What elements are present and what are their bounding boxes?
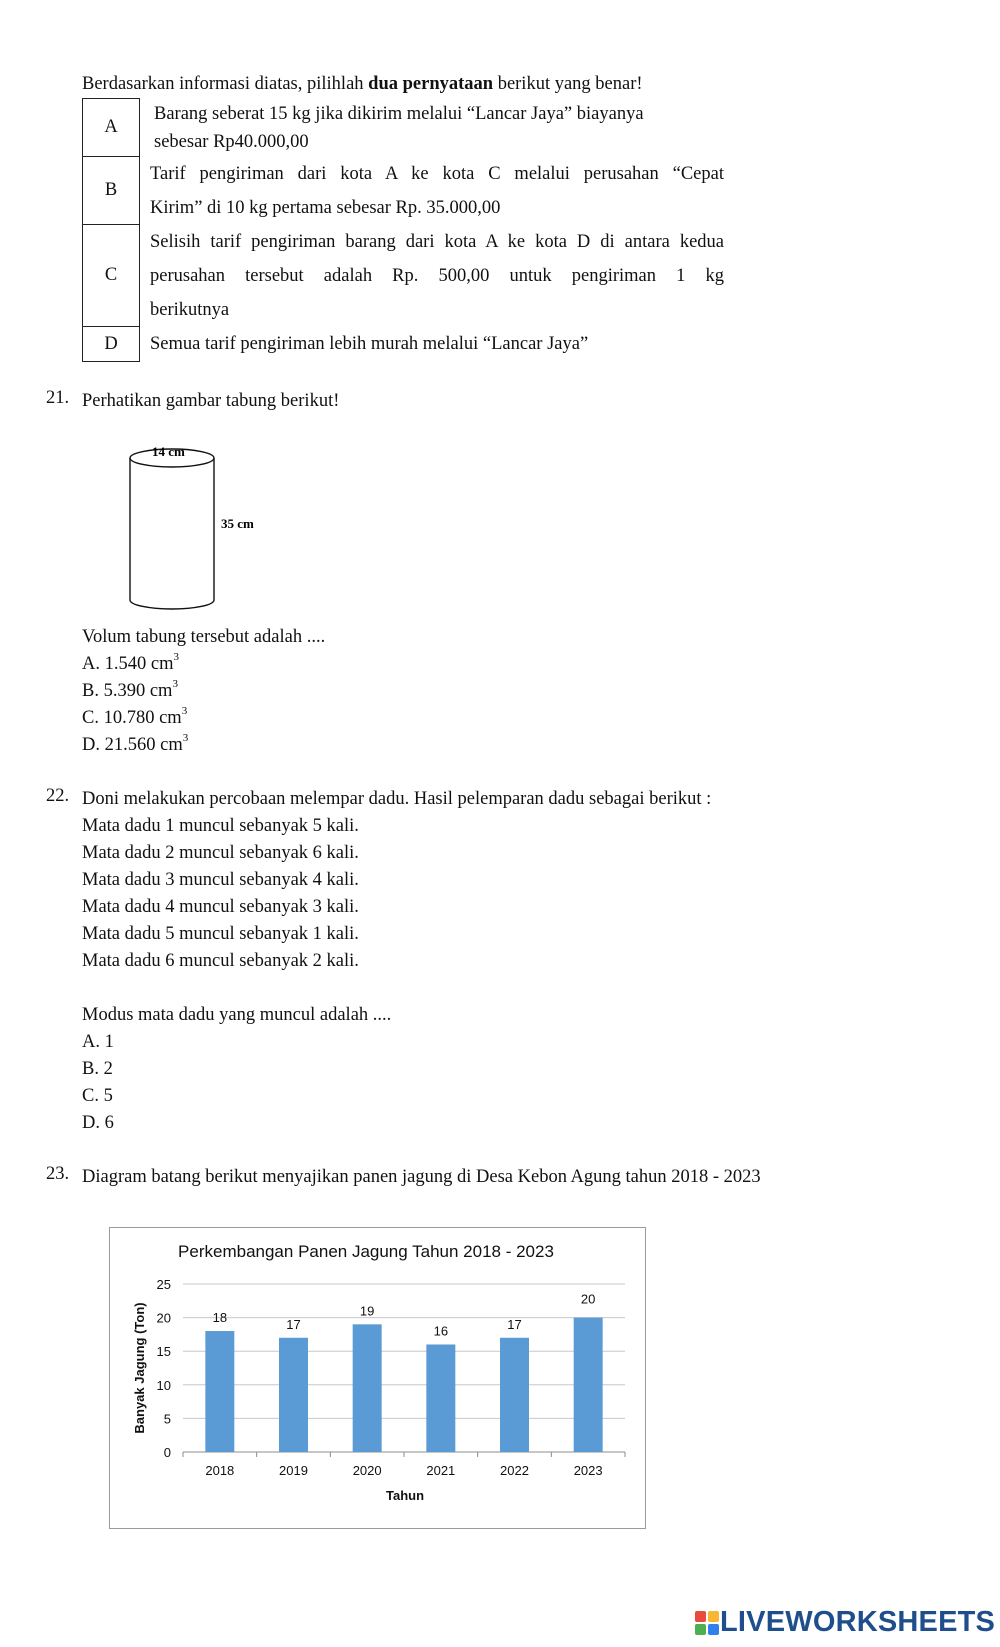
option-sup: 3 [172, 678, 178, 690]
statement-text [140, 99, 725, 157]
cylinder-figure [118, 442, 278, 618]
option-text: D. 21.560 cm [82, 735, 183, 755]
statement-text [140, 157, 725, 225]
q21-option-c [82, 705, 187, 732]
q21-number: 21. [46, 388, 70, 408]
statement-line: Selisih tarif pengiriman barang dari kota A ke kota D di antara kedua [150, 231, 724, 252]
statement-letter: B [83, 157, 140, 225]
statement-line: sebesar Rp40.000,00 [154, 131, 309, 152]
q22-result: Mata dadu 1 muncul sebanyak 5 kali. [82, 816, 359, 836]
option-text: B. 5.390 cm [82, 681, 173, 701]
chart-y-tick-label: 0 [163, 1445, 171, 1460]
statement-row-b [83, 157, 725, 225]
chart-bar [279, 1338, 308, 1452]
q22-option-c: C. 5 [82, 1086, 113, 1106]
statement-line: Barang seberat 15 kg jika dikirim melalui “Lancar Jaya” biayanya [154, 103, 644, 124]
q21-option-b [82, 678, 178, 705]
chart-bar [426, 1344, 455, 1452]
logo-square-blue [708, 1624, 719, 1635]
chart-x-tick-label: 2021 [426, 1463, 456, 1478]
q21-option-a [82, 651, 179, 678]
q22-result: Mata dadu 3 muncul sebanyak 4 kali. [82, 870, 359, 890]
q21-option-d [82, 732, 188, 759]
liveworksheets-logo [694, 1606, 995, 1639]
statement-line: Semua tarif pengiriman lebih murah melalui “Lancar Jaya” [150, 334, 589, 354]
statement-row-a [83, 99, 725, 157]
liveworksheets-logo-text: LIVEWORKSHEETS [720, 1606, 996, 1638]
chart-data-label: 17 [507, 1316, 522, 1332]
bar-chart-frame [109, 1227, 646, 1529]
statement-text [140, 225, 725, 327]
statement-line: Kirim” di 10 kg pertama sebesar Rp. 35.000,00 [150, 197, 501, 218]
chart-x-tick-label: 2022 [500, 1463, 529, 1478]
logo-square-yellow [708, 1611, 719, 1622]
q22-number: 22. [46, 786, 70, 806]
statements-table [82, 98, 725, 362]
chart-x-tick-label: 2020 [352, 1463, 382, 1478]
statement-letter: A [83, 99, 140, 157]
chart-x-tick-label: 2019 [279, 1463, 308, 1478]
q22-result: Mata dadu 5 muncul sebanyak 1 kali. [82, 924, 359, 944]
statement-line: berikutnya [150, 299, 230, 320]
cylinder-height-label: 35 cm [221, 516, 254, 531]
statement-row-c [83, 225, 725, 327]
liveworksheets-logo-icon [694, 1610, 720, 1636]
option-sup: 3 [173, 651, 179, 663]
chart-y-tick-label: 25 [156, 1277, 171, 1292]
chart-data-label: 17 [286, 1316, 301, 1332]
intro-instruction [82, 71, 643, 98]
statement-line: perusahan tersebut adalah Rp. 500,00 untuk pengiriman 1 kg [150, 265, 724, 286]
q21-question: Volum tabung tersebut adalah .... [82, 627, 326, 647]
statement-text [140, 327, 725, 362]
q22-option-a: A. 1 [82, 1032, 114, 1052]
option-text: A. 1.540 cm [82, 654, 174, 674]
chart-y-tick-label: 10 [156, 1377, 171, 1393]
chart-x-tick-label: 2018 [205, 1463, 235, 1478]
chart-y-tick-label: 5 [163, 1411, 171, 1427]
statement-letter: D [83, 327, 140, 362]
cylinder-diameter-label: 14 cm [152, 444, 185, 459]
chart-bar [353, 1324, 382, 1452]
chart-bar [500, 1338, 529, 1452]
statement-row-d [83, 327, 725, 362]
logo-square-red [695, 1611, 706, 1622]
option-sup: 3 [182, 732, 189, 744]
q22-result: Mata dadu 4 muncul sebanyak 3 kali. [82, 897, 359, 917]
chart-bar [574, 1318, 603, 1452]
option-text: C. 10.780 cm [82, 708, 182, 728]
q22-option-b: B. 2 [82, 1059, 113, 1079]
chart-data-label: 19 [359, 1303, 375, 1319]
q23-number: 23. [46, 1164, 70, 1184]
q23-prompt: Diagram batang berikut menyajikan panen jagung di Desa Kebon Agung tahun 2018 - 2023 [82, 1167, 761, 1187]
chart-y-tick-label: 15 [156, 1344, 171, 1360]
chart-x-axis-label: Tahun [385, 1488, 425, 1503]
q22-question: Modus mata dadu yang muncul adalah .... [82, 1005, 392, 1025]
q22-result: Mata dadu 6 muncul sebanyak 2 kali. [82, 951, 359, 971]
chart-y-tick-label: 20 [156, 1310, 171, 1326]
chart-title: Perkembangan Panen Jagung Tahun 2018 - 2023 [178, 1242, 554, 1261]
chart-x-tick-label: 2023 [573, 1463, 603, 1478]
chart-data-label: 20 [580, 1291, 596, 1307]
q22-option-d: D. 6 [82, 1113, 114, 1133]
statement-letter: C [83, 225, 140, 327]
q22-result: Mata dadu 2 muncul sebanyak 6 kali. [82, 843, 359, 863]
option-sup: 3 [181, 705, 188, 717]
statement-line: Tarif pengiriman dari kota A ke kota C melalui perusahan “Cepat [150, 163, 724, 184]
intro-suffix: berikut yang benar! [493, 74, 643, 94]
chart-data-label: 16 [433, 1323, 449, 1339]
intro-prefix: Berdasarkan informasi diatas, pilihlah [82, 74, 369, 94]
q21-prompt: Perhatikan gambar tabung berikut! [82, 391, 340, 411]
chart-y-axis-label: Banyak Jagung (Ton) [132, 1302, 147, 1434]
chart-bar [205, 1331, 234, 1452]
intro-bold: dua pernyataan [368, 74, 494, 94]
chart-data-label: 18 [212, 1310, 228, 1326]
logo-square-green [695, 1624, 706, 1635]
bar-chart [110, 1228, 645, 1528]
cylinder-bottom-arc [130, 600, 214, 609]
q22-prompt: Doni melakukan percobaan melempar dadu. Hasil pelemparan dadu sebagai berikut : [82, 789, 712, 809]
